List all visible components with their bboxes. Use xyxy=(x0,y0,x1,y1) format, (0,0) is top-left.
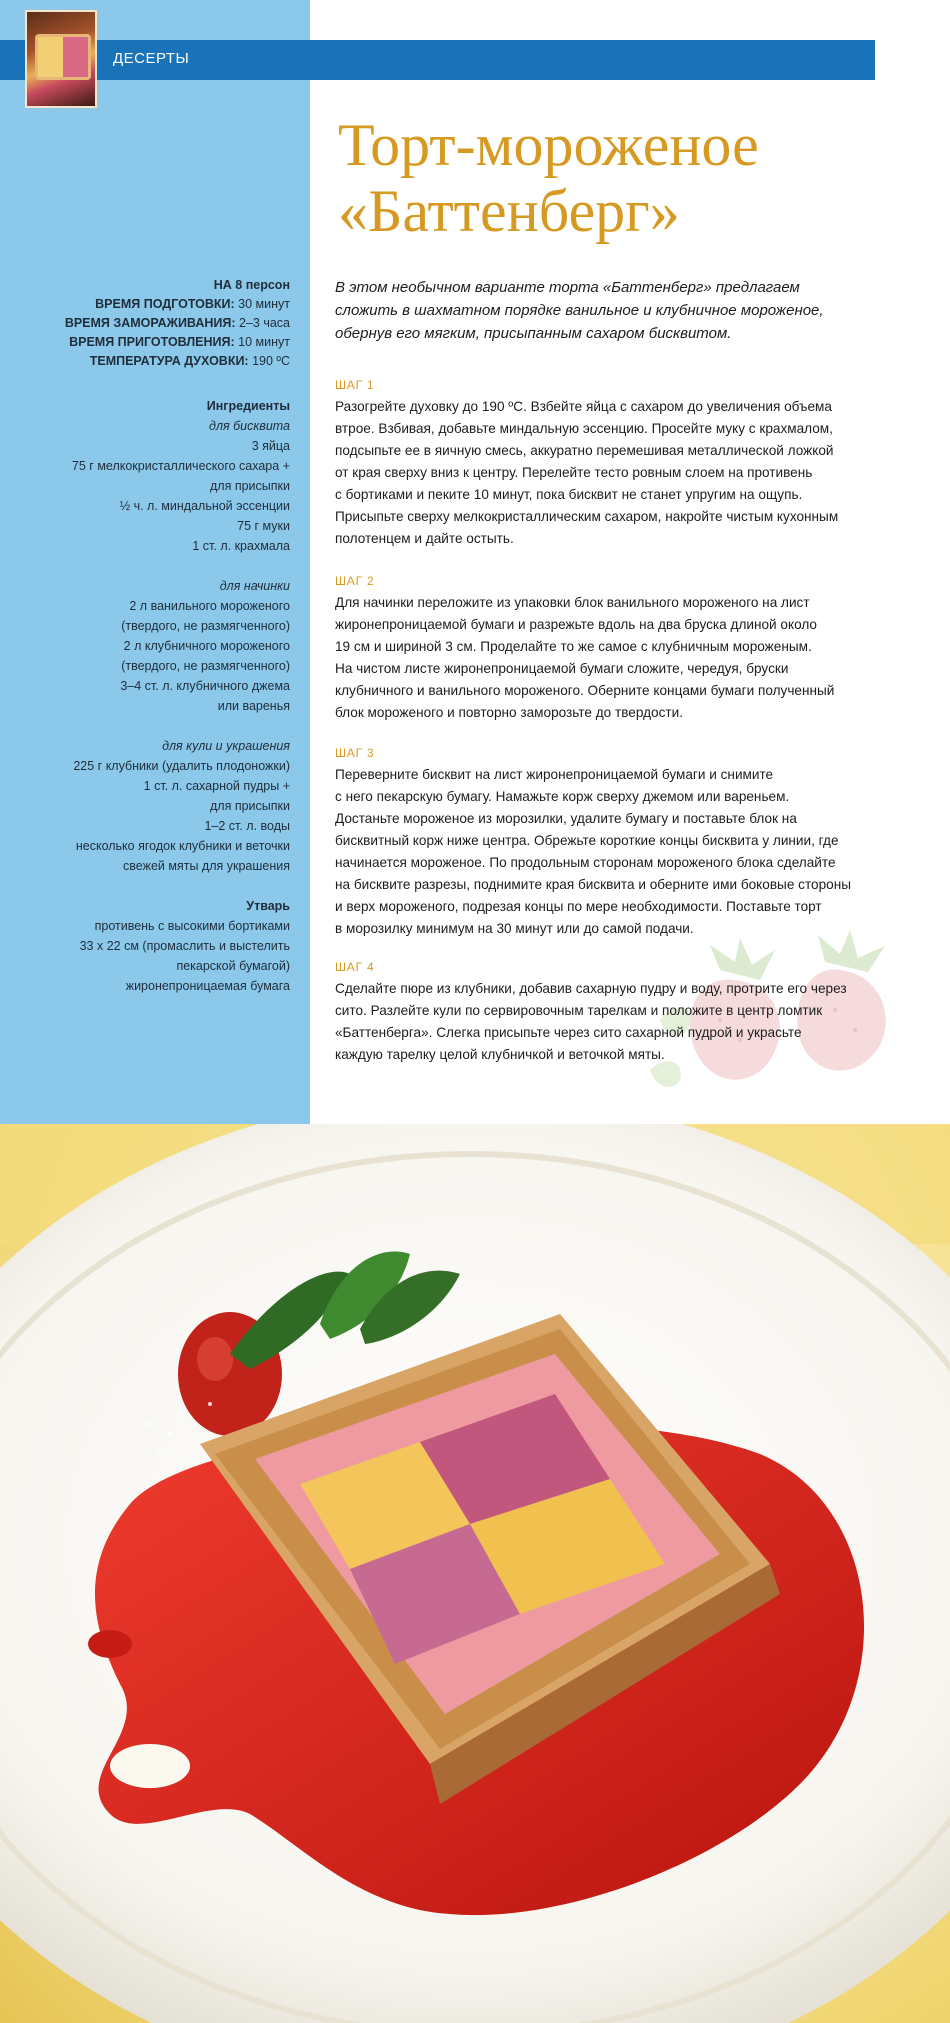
step-2-heading: ШАГ 2 xyxy=(335,574,375,588)
step-line: начинается мороженое. По продольным сторонам мороженого блока сделайте xyxy=(335,855,836,870)
ingredient-item: 1 ст. л. крахмала xyxy=(192,539,290,553)
ingredient-item: ½ ч. л. миндальной эссенции xyxy=(119,499,290,513)
step-line: в морозилку минимум на 30 минут или до самой подачи. xyxy=(335,921,694,936)
plated-cake-illustration xyxy=(0,1124,950,2023)
ingredients-heading: Ингредиенты xyxy=(206,399,290,413)
ingredient-item: (твердого, не размягченного) xyxy=(121,619,290,633)
step-line: «Баттенберга». Слегка присыпьте через сито сахарной пудрой и украсьте xyxy=(335,1025,802,1040)
step-line: с него пекарскую бумагу. Намажьте корж сверху джемом или вареньем. xyxy=(335,789,790,804)
step-line: на бисквите разрезы, поднимите края бисквита и оберните ими боковые стороны xyxy=(335,877,851,892)
ingredient-item: 2 л ванильного мороженого xyxy=(129,599,290,613)
ingredient-item: для присыпки xyxy=(210,479,290,493)
step-line: жиронепроницаемой бумаги и разрежьте вдоль на два бруска длиной около xyxy=(335,617,817,632)
intro-line: В этом необычном варианте торта «Баттенберг» предлагаем xyxy=(335,279,800,296)
step-3-heading: ШАГ 3 xyxy=(335,746,375,760)
ingredient-item: или варенья xyxy=(217,699,290,713)
equipment-item: 33 х 22 см (промаслить и выстелить xyxy=(79,939,290,953)
step-line: полотенцем и дайте остыть. xyxy=(335,531,514,546)
ingredient-item: 1–2 ст. л. воды xyxy=(204,819,290,833)
step-line: от края сверху вниз к центру. Перелейте тесто ровным слоем на противень xyxy=(335,465,813,480)
intro-line: сложить в шахматном порядке ванильное и клубничное мороженое, xyxy=(335,302,824,319)
step-line: и верх мороженого, подрезая концы по мере необходимости. Поставьте торт xyxy=(335,899,822,914)
step-line: Разогрейте духовку до 190 ºС. Взбейте яйца с сахаром до увеличения объема xyxy=(335,399,832,414)
recipe-meta xyxy=(20,276,290,371)
freeze-value: 2–3 часа xyxy=(239,316,290,330)
step-line: На чистом листе жиронепроницаемой бумаги сложите, чередуя, бруски xyxy=(335,661,789,676)
sponge-subheading: для бисквита xyxy=(209,419,290,433)
thumbnail-cake-slice xyxy=(35,34,91,80)
oven-value: 190 ºС xyxy=(252,354,290,368)
step-line: 19 см и шириной 3 см. Проделайте то же самое с клубничным мороженым. xyxy=(335,639,812,654)
category-label: ДЕСЕРТЫ xyxy=(113,50,190,67)
intro-line: обернув его мягким, присыпанным сахаром бисквитом. xyxy=(335,325,732,342)
equipment-item: жиронепроницаемая бумага xyxy=(125,979,290,993)
equipment-list xyxy=(20,896,290,996)
step-3-text xyxy=(335,764,880,940)
equipment-item: пекарской бумагой) xyxy=(176,959,290,973)
ingredient-item: 2 л клубничного мороженого xyxy=(123,639,290,653)
step-4-text xyxy=(335,978,880,1066)
ingredient-item: 75 г мелкокристаллического сахара + xyxy=(71,459,290,473)
filling-subheading: для начинки xyxy=(219,579,290,593)
ingredient-item: 3 яйца xyxy=(251,439,290,453)
dessert-thumbnail xyxy=(25,10,97,108)
servings: НА 8 персон xyxy=(213,278,290,292)
step-line: блок мороженого и повторно заморозьте до твердости. xyxy=(335,705,683,720)
step-line: Достаньте мороженое из морозилки, удалите бумагу и поставьте блок на xyxy=(335,811,797,826)
ingredients-coulis xyxy=(20,736,290,876)
step-1-text xyxy=(335,396,880,550)
step-4-heading: ШАГ 4 xyxy=(335,960,375,974)
ingredient-item: 1 ст. л. сахарной пудры + xyxy=(143,779,290,793)
ingredient-item: 75 г муки xyxy=(237,519,290,533)
freeze-label: ВРЕМЯ ЗАМОРАЖИВАНИЯ: xyxy=(64,316,236,330)
ingredient-item: свежей мяты для украшения xyxy=(123,859,290,873)
ingredient-item: 225 г клубники (удалить плодоножки) xyxy=(73,759,290,773)
step-1-heading: ШАГ 1 xyxy=(335,378,375,392)
ingredient-item: для присыпки xyxy=(210,799,290,813)
step-line: бисквитный корж ниже центра. Обрежьте короткие концы бисквита у линии, где xyxy=(335,833,839,848)
ingredients-sponge xyxy=(20,396,290,556)
step-line: каждую тарелку целой клубничкой и веточкой мяты. xyxy=(335,1047,665,1062)
dessert-photo xyxy=(0,1124,950,2023)
step-line: втрое. Взбивая, добавьте миндальную эссенцию. Просейте муку с крахмалом, xyxy=(335,421,833,436)
step-line: с бортиками и пеките 10 минут, пока бисквит не станет упругим на ощупь. xyxy=(335,487,803,502)
step-line: сито. Разлейте кули по сервировочным тарелкам и положите в центр ломтик xyxy=(335,1003,823,1018)
ingredient-item: (твердого, не размягченного) xyxy=(121,659,290,673)
recipe-title xyxy=(338,112,878,244)
title-line-2: «Баттенберг» xyxy=(338,178,680,244)
step-2-text xyxy=(335,592,880,724)
equipment-item: противень с высокими бортиками xyxy=(94,919,290,933)
step-line: подсыпьте ее в яичную смесь, аккуратно перемешивая металлической ложкой xyxy=(335,443,834,458)
oven-label: ТЕМПЕРАТУРА ДУХОВКИ: xyxy=(89,354,249,368)
ingredient-item: 3–4 ст. л. клубничного джема xyxy=(120,679,290,693)
step-line: Для начинки переложите из упаковки блок ванильного мороженого на лист xyxy=(335,595,810,610)
equipment-heading: Утварь xyxy=(246,899,290,913)
recipe-intro xyxy=(335,276,875,345)
step-line: Присыпьте сверху мелкокристаллическим сахаром, накройте чистым кухонным xyxy=(335,509,839,524)
step-line: Переверните бисквит на лист жиронепроницаемой бумаги и снимите xyxy=(335,767,774,782)
ingredient-item: несколько ягодок клубники и веточки xyxy=(75,839,290,853)
ingredients-filling xyxy=(20,576,290,716)
step-line: клубничного и ванильного мороженого. Оберните концами бумаги полученный xyxy=(335,683,835,698)
title-line-1: Торт-мороженое xyxy=(338,112,759,178)
cook-value: 10 минут xyxy=(238,335,290,349)
step-line: Сделайте пюре из клубники, добавив сахарную пудру и воду, протрите его через xyxy=(335,981,847,996)
cook-label: ВРЕМЯ ПРИГОТОВЛЕНИЯ: xyxy=(69,335,235,349)
prep-label: ВРЕМЯ ПОДГОТОВКИ: xyxy=(95,297,235,311)
prep-value: 30 минут xyxy=(238,297,290,311)
coulis-subheading: для кули и украшения xyxy=(162,739,290,753)
